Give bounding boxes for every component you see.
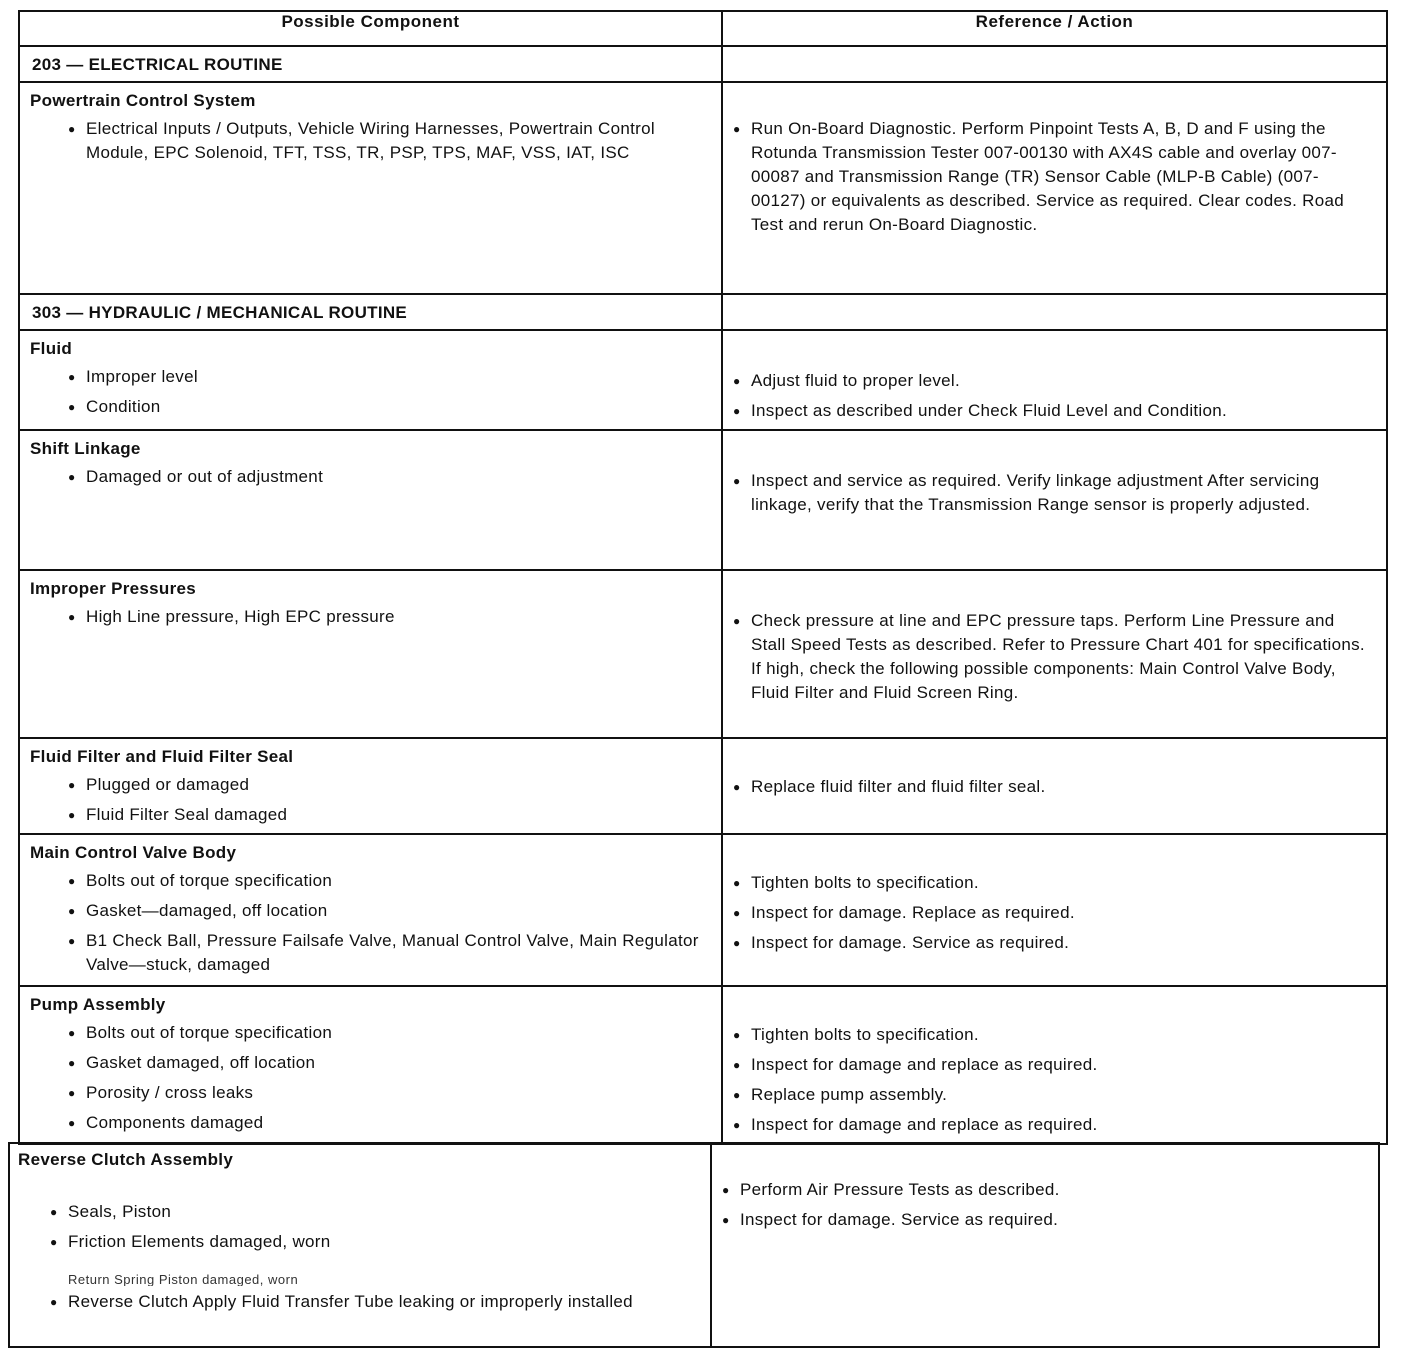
shift-title: Shift Linkage xyxy=(30,439,141,458)
list-item: ● Tighten bolts to specification. xyxy=(723,871,1386,895)
list-item: ● Inspect for damage. Service as required. xyxy=(712,1208,1378,1232)
table-row xyxy=(9,1143,1379,1272)
list-item: ● Improper level xyxy=(20,365,721,389)
filter-title: Fluid Filter and Fluid Filter Seal xyxy=(30,747,294,766)
list-item: ● Friction Elements damaged, worn xyxy=(10,1230,710,1254)
routine-303-label: 303 — HYDRAULIC / MECHANICAL ROUTINE xyxy=(32,303,408,322)
list-item: ● Fluid Filter Seal damaged xyxy=(20,803,721,827)
table-row xyxy=(9,1272,1379,1347)
list-item: ● B1 Check Ball, Pressure Failsafe Valve, Manual Control Valve, Main Regulator Valve—stuck, damaged xyxy=(20,929,721,977)
list-item: ● Gasket damaged, off location xyxy=(20,1051,721,1075)
list-item: ● Condition xyxy=(20,395,721,419)
pcs-title: Powertrain Control System xyxy=(30,91,256,110)
list-item: ● Bolts out of torque specification xyxy=(20,869,721,893)
list-item: ● Inspect for damage and replace as required. xyxy=(723,1053,1386,1077)
diagnosis-table-sheet xyxy=(18,10,1386,1145)
list-item: ● Reverse Clutch Apply Fluid Transfer Tube leaking or improperly installed xyxy=(10,1290,710,1314)
pcs-action: ● Run On-Board Diagnostic. Perform Pinpoint Tests A, B, D and F using the Rotunda Transmission Tester 007-00130 with AX4S cable and overlay 007-00087 and Transmission Range (TR) Sensor Cable (MLP-B Cable) (007-00127) or equivalents as described. Service as required. Clear codes. Road Test and rerun On-Board Diagnostic. xyxy=(723,117,1386,237)
table-row xyxy=(19,82,1387,294)
list-item: ● Inspect as described under Check Fluid Level and Condition. xyxy=(723,399,1386,423)
filter-action: ● Replace fluid filter and fluid filter seal. xyxy=(723,775,1386,799)
reverse-title: Reverse Clutch Assembly xyxy=(18,1150,234,1169)
header-possible-component: Possible Component xyxy=(19,11,722,46)
list-item: ● Plugged or damaged xyxy=(20,773,721,797)
list-item: ● Adjust fluid to proper level. xyxy=(723,369,1386,393)
pressures-title: Improper Pressures xyxy=(30,579,197,598)
table-row xyxy=(19,986,1387,1144)
routine-303-row xyxy=(19,294,1387,330)
header-reference-action: Reference / Action xyxy=(722,11,1387,46)
list-item: ● Gasket—damaged, off location xyxy=(20,899,721,923)
list-item: ● Inspect for damage. Service as required. xyxy=(723,931,1386,955)
fluid-title: Fluid xyxy=(30,339,73,358)
list-item: ● Inspect for damage and replace as required. xyxy=(723,1113,1386,1137)
cut-off-item: Return Spring Piston damaged, worn xyxy=(68,1272,299,1286)
list-item: ● Replace pump assembly. xyxy=(723,1083,1386,1107)
list-item: ● Inspect for damage. Replace as required. xyxy=(723,901,1386,925)
reverse-clutch-table xyxy=(8,1142,1380,1348)
table-row xyxy=(19,430,1387,570)
routine-203-row xyxy=(19,46,1387,82)
reverse-clutch-section xyxy=(8,1142,1378,1348)
list-item: ● Damaged or out of adjustment xyxy=(20,465,721,489)
list-item: ● High Line pressure, High EPC pressure xyxy=(20,605,721,629)
table-row xyxy=(19,330,1387,430)
pcs-item: ● Electrical Inputs / Outputs, Vehicle Wiring Harnesses, Powertrain Control Module, EPC Solenoid, TFT, TSS, TR, PSP, TPS, MAF, VSS, IAT, ISC xyxy=(20,117,721,165)
list-item: ● Components damaged xyxy=(20,1111,721,1135)
pump-title: Pump Assembly xyxy=(30,995,166,1014)
list-item: ● Seals, Piston xyxy=(10,1200,710,1224)
shift-action: ● Inspect and service as required. Verify linkage adjustment After servicing linkage, verify that the Transmission Range sensor is properly adjusted. xyxy=(723,469,1386,517)
table-row xyxy=(19,834,1387,986)
table-header-row xyxy=(19,11,1387,46)
mcvb-title: Main Control Valve Body xyxy=(30,843,237,862)
list-item: ● Bolts out of torque specification xyxy=(20,1021,721,1045)
pressures-action: ● Check pressure at line and EPC pressure taps. Perform Line Pressure and Stall Speed Tests as described. Refer to Pressure Chart 401 for specifications. If high, check the following possible components: Main Control Valve Body, Fluid Filter and Fluid Screen Ring. xyxy=(723,609,1386,705)
table-row xyxy=(19,738,1387,834)
list-item: ● Tighten bolts to specification. xyxy=(723,1023,1386,1047)
list-item: ● Perform Air Pressure Tests as described. xyxy=(712,1178,1378,1202)
list-item: ● Porosity / cross leaks xyxy=(20,1081,721,1105)
diagnosis-table xyxy=(18,10,1388,1145)
table-row xyxy=(19,570,1387,738)
routine-203-label: 203 — ELECTRICAL ROUTINE xyxy=(32,55,283,74)
